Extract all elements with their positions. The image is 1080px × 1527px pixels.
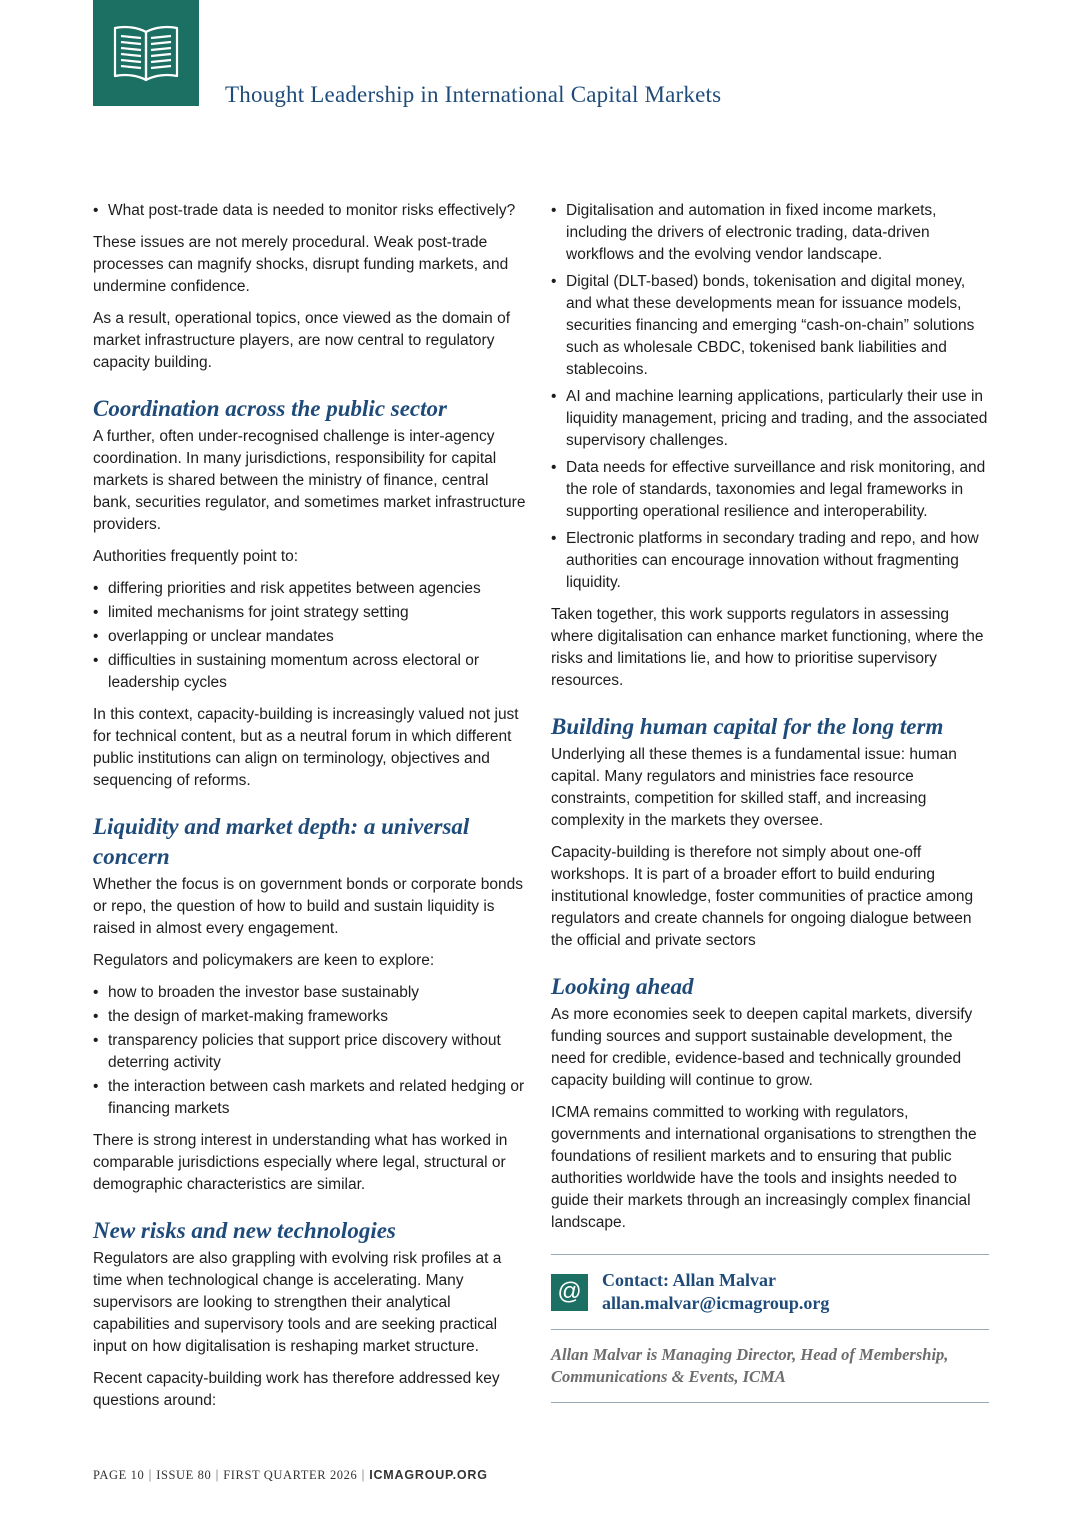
author-bio: Allan Malvar is Managing Director, Head of Membership, Communications & Events, ICMA	[551, 1345, 949, 1386]
paragraph: Authorities frequently point to:	[93, 548, 299, 565]
list-item: • limited mechanisms for joint strategy setting	[93, 602, 529, 624]
heading-risks: New risks and new technologies	[93, 1218, 396, 1243]
contact-name: Contact: Allan Malvar	[602, 1270, 776, 1290]
liquidity-bullet-list	[93, 982, 529, 1120]
paragraph: There is strong interest in understanding what has worked in comparable jurisdictions especially where legal, structural or demographic characteristics are similar.	[93, 1132, 508, 1193]
paragraph: ICMA remains committed to working with regulators, governments and international organisations to strengthen the foundations of resilient markets and to ensuring that public authorities worldwide have the tools and insights needed to guide their markets through an increasingly complex financial landscape.	[551, 1104, 977, 1231]
footer-site-link[interactable]: ICMAGROUP.ORG	[369, 1468, 488, 1482]
paragraph: A further, often under-recognised challenge is inter-agency coordination. In many jurisdictions, responsibility for capital markets is shared between the ministry of finance, central bank, securities regulator, and sometimes market infrastructure providers.	[93, 428, 526, 533]
section-title: Thought Leadership in International Capital Markets	[225, 82, 722, 107]
footer-separator: |	[361, 1468, 366, 1482]
paragraph: Underlying all these themes is a fundamental issue: human capital. Many regulators and ministries face resource constraints, competition for skilled staff, and increasing complexity in the markets they oversee.	[551, 746, 957, 829]
heading-human-capital: Building human capital for the long term	[551, 714, 944, 739]
list-item: • transparency policies that support price discovery without deterring activity	[93, 1030, 529, 1074]
paragraph: These issues are not merely procedural. Weak post-trade processes can magnify shocks, disrupt funding markets, and undermine confidence.	[93, 234, 509, 295]
divider	[551, 1402, 989, 1403]
list-item: • differing priorities and risk appetites between agencies	[93, 578, 529, 600]
heading-liquidity: Liquidity and market depth: a universal concern	[93, 814, 470, 869]
paragraph: Capacity-building is therefore not simply about one-off workshops. It is part of a broader effort to build enduring institutional knowledge, foster communities of practice among regulators and create channels for ongoing dialogue between the official and private sectors	[551, 844, 974, 949]
list-item: • What post-trade data is needed to monitor risks effectively?	[93, 200, 529, 222]
list-item: • the interaction between cash markets and related hedging or financing markets	[93, 1076, 529, 1120]
footer-separator: |	[148, 1468, 153, 1482]
open-book-icon	[111, 22, 181, 84]
page-footer	[93, 1468, 488, 1483]
paragraph: Regulators are also grappling with evolving risk profiles at a time when technological change is accelerating. Many supervisors are looking to strengthen their analytical capabilities and supervisory tools and are seeking practical input on how digitalisation is reshaping market structure.	[93, 1250, 502, 1355]
left-column	[93, 200, 529, 1422]
intro-bullet-list	[93, 200, 529, 222]
publication-logo	[93, 0, 199, 106]
list-item: • how to broaden the investor base sustainably	[93, 982, 529, 1004]
paragraph: Regulators and policymakers are keen to explore:	[93, 952, 435, 969]
paragraph: Taken together, this work supports regulators in assessing where digitalisation can enhance market functioning, where the risks and limitations lie, and how to prioritise supervisory resources.	[551, 606, 984, 689]
footer-page: PAGE 10	[93, 1468, 145, 1482]
coordination-bullet-list	[93, 578, 529, 694]
heading-coordination: Coordination across the public sector	[93, 396, 447, 421]
list-item: • Digital (DLT-based) bonds, tokenisation and digital money, and what these developments mean for issuance models, securities financing and emerging “cash-on-chain” solutions such as wholesale CBDC, tokenised bank liabilities and stablecoins.	[551, 271, 989, 381]
list-item: • Data needs for effective surveillance and risk monitoring, and the role of standards, taxonomies and legal frameworks in supporting operational resilience and interoperability.	[551, 457, 989, 523]
paragraph: As more economies seek to deepen capital markets, diversify funding sources and support sustainable development, the need for credible, evidence-based and technically grounded capacity building will continue to grow.	[551, 1006, 973, 1089]
paragraph: Recent capacity-building work has therefore addressed key questions around:	[93, 1370, 500, 1409]
list-item: • overlapping or unclear mandates	[93, 626, 529, 648]
paragraph: As a result, operational topics, once viewed as the domain of market infrastructure players, are now central to regulatory capacity building.	[93, 310, 511, 371]
tech-bullet-list	[551, 200, 989, 594]
heading-looking-ahead: Looking ahead	[551, 974, 694, 999]
footer-quarter: FIRST QUARTER 2026	[223, 1468, 358, 1482]
right-column	[551, 200, 989, 1403]
footer-separator: |	[215, 1468, 220, 1482]
paragraph: In this context, capacity-building is increasingly valued not just for technical content, but as a neutral forum in which different public institutions can align on terminology, objectives and sequencing of reforms.	[93, 706, 519, 789]
contact-block	[551, 1255, 989, 1329]
list-item: • Digitalisation and automation in fixed income markets, including the drivers of electronic trading, data-driven workflows and the evolving vendor landscape.	[551, 200, 989, 266]
list-item: • the design of market-making frameworks	[93, 1006, 529, 1028]
at-sign-icon: @	[551, 1274, 588, 1311]
paragraph: Whether the focus is on government bonds or corporate bonds or repo, the question of how to build and sustain liquidity is raised in almost every engagement.	[93, 876, 523, 937]
list-item: • AI and machine learning applications, particularly their use in liquidity management, pricing and trading, and the associated supervisory challenges.	[551, 386, 989, 452]
footer-issue: ISSUE 80	[156, 1468, 212, 1482]
list-item: • difficulties in sustaining momentum across electoral or leadership cycles	[93, 650, 529, 694]
list-item: • Electronic platforms in secondary trading and repo, and how authorities can encourage innovation without fragmenting liquidity.	[551, 528, 989, 594]
contact-email-link[interactable]: allan.malvar@icmagroup.org	[602, 1293, 830, 1313]
